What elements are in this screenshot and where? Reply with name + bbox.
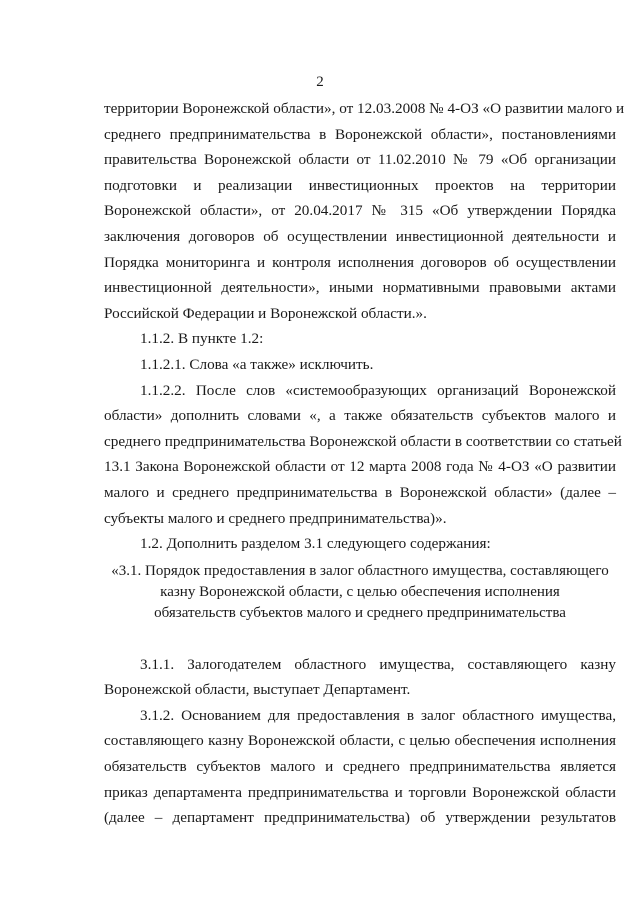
text-line: составляющего казну Воронежской области, с целью обеспечения исполнения xyxy=(104,732,616,750)
text-line: среднего предпринимательства в Воронежской области», постановлениями xyxy=(104,125,616,143)
text-line: приказ департамента предпринимательства и торговли Воронежской области xyxy=(104,783,616,801)
heading-line: «3.1. Порядок предоставления в залог областного имущества, составляющего xyxy=(111,562,609,579)
section-heading xyxy=(104,561,616,624)
paragraph-3-1-1 xyxy=(104,652,616,703)
text-line: Российской Федерации и Воронежской области.». xyxy=(104,304,427,322)
paragraph-1-1-2: 1.1.2. В пункте 1.2: xyxy=(140,330,264,348)
text-line: обязательств субъектов малого и среднего предпринимательства является xyxy=(104,758,616,776)
text-line: Воронежской области, выступает Департамент. xyxy=(104,681,411,699)
text-line: инвестиционной деятельности», иными нормативными правовыми актами xyxy=(104,279,616,297)
text-line: Воронежской области», от 20.04.2017 № 315 «Об утверждении Порядка xyxy=(104,202,616,220)
text-line: среднего предпринимательства Воронежской области в соответствии со статьей xyxy=(104,432,622,450)
paragraph-1-1-2-2 xyxy=(104,378,622,532)
heading-line: обязательств субъектов малого и среднего предпринимательства xyxy=(154,604,566,621)
paragraph-continuation xyxy=(104,96,625,326)
paragraph-1-1-2-1: 1.1.2.1. Слова «а также» исключить. xyxy=(140,355,374,373)
text-line: 1.1.2.2. После слов «системообразующих организаций Воронежской xyxy=(140,381,616,399)
heading-line: казну Воронежской области, с целью обеспечения исполнения xyxy=(160,583,560,600)
page-number: 2 xyxy=(316,74,324,90)
text-line: малого и среднего предпринимательства в Воронежской области» (далее – xyxy=(104,483,616,501)
text-line: Порядка мониторинга и контроля исполнения договоров об осуществлении xyxy=(104,253,616,271)
text-line: 3.1.2. Основанием для предоставления в залог областного имущества, xyxy=(140,706,616,724)
text-line: правительства Воронежской области от 11.02.2010 № 79 «Об организации xyxy=(104,151,616,169)
paragraph-1-2: 1.2. Дополнить разделом 3.1 следующего содержания: xyxy=(140,535,491,553)
text-line: субъекты малого и среднего предпринимательства)». xyxy=(104,509,447,527)
document-body xyxy=(104,96,625,831)
text-line: 3.1.1. Залогодателем областного имущества, составляющего казну xyxy=(140,655,616,673)
text-line: подготовки и реализации инвестиционных проектов на территории xyxy=(104,176,616,194)
text-line: заключения договоров об осуществлении инвестиционной деятельности и xyxy=(104,227,616,245)
text-line: (далее – департамент предпринимательства) об утверждении результатов xyxy=(104,809,616,827)
text-line: области» дополнить словами «, а также обязательств субъектов малого и xyxy=(104,407,616,425)
text-line: 13.1 Закона Воронежской области от 12 марта 2008 года № 4-ОЗ «О развитии xyxy=(104,458,616,476)
paragraph-3-1-2 xyxy=(104,703,616,831)
text-line: территории Воронежской области», от 12.03.2008 № 4-ОЗ «О развитии малого и xyxy=(104,100,625,117)
